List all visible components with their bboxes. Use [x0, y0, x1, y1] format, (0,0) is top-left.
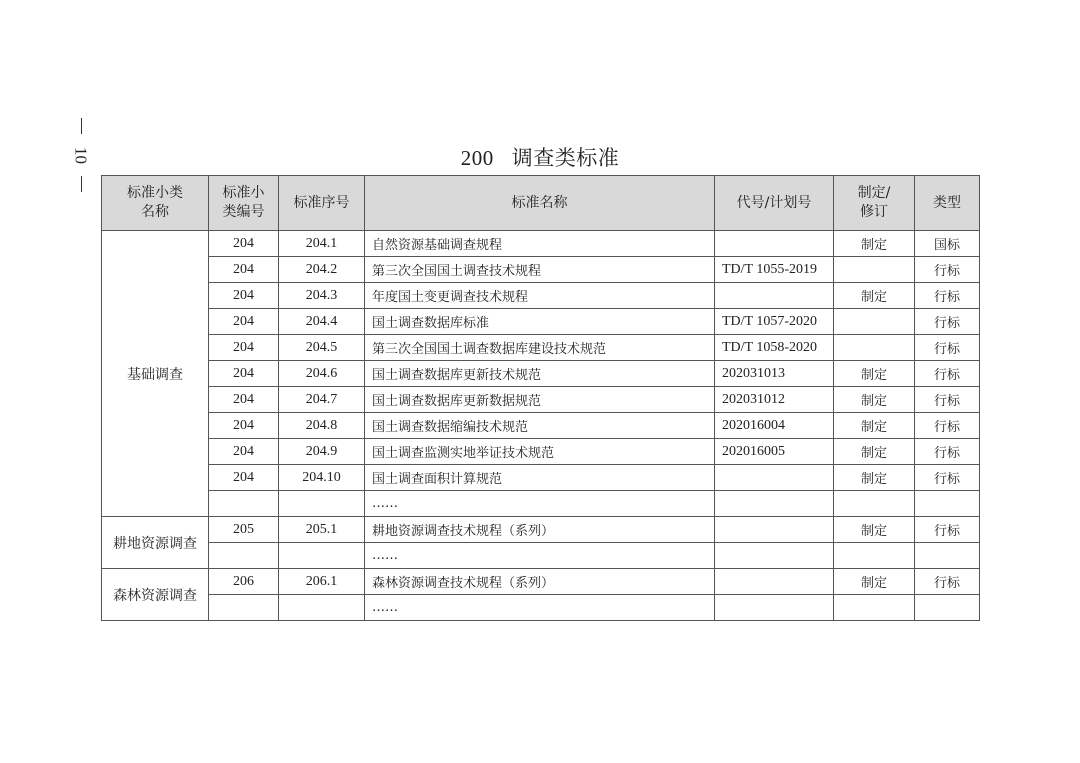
name-cell: ……: [365, 491, 715, 517]
name-cell: ……: [365, 543, 715, 569]
name-cell: 国土调查数据库标准: [365, 309, 715, 335]
code-cell: [715, 595, 834, 621]
sub-code-cell: 204: [209, 283, 279, 309]
header-subcategory: 标准小类 名称: [102, 176, 209, 231]
serial-cell: 206.1: [279, 569, 365, 595]
sub-code-cell: 204: [209, 413, 279, 439]
header-code: 代号/计划号: [715, 176, 834, 231]
type-cell: 行标: [915, 517, 980, 543]
code-cell: [715, 517, 834, 543]
table-row: [102, 361, 980, 387]
header-type: 类型: [915, 176, 980, 231]
serial-cell: 204.8: [279, 413, 365, 439]
type-cell: 行标: [915, 569, 980, 595]
code-cell: 202031012: [715, 387, 834, 413]
sub-code-cell: 204: [209, 309, 279, 335]
type-cell: 行标: [915, 257, 980, 283]
sub-code-cell: [209, 543, 279, 569]
type-cell: 行标: [915, 439, 980, 465]
serial-cell: 204.2: [279, 257, 365, 283]
type-cell: [915, 543, 980, 569]
table-row: [102, 335, 980, 361]
table-row: [102, 283, 980, 309]
type-cell: 国标: [915, 231, 980, 257]
name-cell: 第三次全国国土调查数据库建设技术规范: [365, 335, 715, 361]
action-cell: [834, 257, 915, 283]
code-cell: [715, 543, 834, 569]
action-cell: [834, 543, 915, 569]
name-cell: 国土调查数据库更新技术规范: [365, 361, 715, 387]
action-cell: 制定: [834, 413, 915, 439]
table-row: [102, 309, 980, 335]
sub-code-cell: 204: [209, 439, 279, 465]
name-cell: 国土调查面积计算规范: [365, 465, 715, 491]
table-body: [102, 231, 980, 621]
table-header-row: [102, 176, 980, 231]
page-title-text: 调查类标准: [511, 146, 620, 170]
name-cell: 第三次全国国土调查技术规程: [365, 257, 715, 283]
serial-cell: 204.9: [279, 439, 365, 465]
table-row: [102, 413, 980, 439]
code-cell: TD/T 1055-2019: [715, 257, 834, 283]
name-cell: 自然资源基础调查规程: [365, 231, 715, 257]
sub-code-cell: 206: [209, 569, 279, 595]
table-row: [102, 387, 980, 413]
name-cell: ……: [365, 595, 715, 621]
code-cell: [715, 465, 834, 491]
page-number-dash-bottom: [81, 176, 82, 192]
type-cell: [915, 595, 980, 621]
action-cell: [834, 491, 915, 517]
name-cell: 森林资源调查技术规程（系列）: [365, 569, 715, 595]
code-cell: TD/T 1058-2020: [715, 335, 834, 361]
action-cell: [834, 595, 915, 621]
serial-cell: 204.7: [279, 387, 365, 413]
action-cell: 制定: [834, 231, 915, 257]
name-cell: 年度国土变更调查技术规程: [365, 283, 715, 309]
sub-code-cell: [209, 491, 279, 517]
serial-cell: 204.3: [279, 283, 365, 309]
header-sub-code: 标准小 类编号: [209, 176, 279, 231]
table-row: [102, 257, 980, 283]
serial-cell: 204.6: [279, 361, 365, 387]
action-cell: 制定: [834, 439, 915, 465]
name-cell: 国土调查监测实地举证技术规范: [365, 439, 715, 465]
page-number-dash-top: [81, 118, 82, 134]
table-row: [102, 517, 980, 543]
serial-cell: [279, 595, 365, 621]
action-cell: 制定: [834, 283, 915, 309]
table-row: [102, 491, 980, 517]
sub-code-cell: 204: [209, 361, 279, 387]
code-cell: [715, 231, 834, 257]
type-cell: 行标: [915, 309, 980, 335]
standards-table: [101, 175, 980, 621]
table-row: [102, 231, 980, 257]
header-name: 标准名称: [365, 176, 715, 231]
serial-cell: 204.4: [279, 309, 365, 335]
type-cell: 行标: [915, 413, 980, 439]
action-cell: [834, 335, 915, 361]
code-cell: [715, 491, 834, 517]
serial-cell: 204.5: [279, 335, 365, 361]
name-cell: 耕地资源调查技术规程（系列）: [365, 517, 715, 543]
action-cell: [834, 309, 915, 335]
sub-code-cell: [209, 595, 279, 621]
header-action: 制定/ 修订: [834, 176, 915, 231]
category-cell: 耕地资源调查: [102, 517, 209, 569]
sub-code-cell: 204: [209, 387, 279, 413]
type-cell: 行标: [915, 465, 980, 491]
table-row: [102, 569, 980, 595]
table-row: [102, 595, 980, 621]
serial-cell: 205.1: [279, 517, 365, 543]
header-serial: 标准序号: [279, 176, 365, 231]
name-cell: 国土调查数据缩编技术规范: [365, 413, 715, 439]
serial-cell: [279, 491, 365, 517]
sub-code-cell: 204: [209, 335, 279, 361]
code-cell: 202016004: [715, 413, 834, 439]
code-cell: [715, 569, 834, 595]
table-row: [102, 465, 980, 491]
type-cell: [915, 491, 980, 517]
type-cell: 行标: [915, 387, 980, 413]
code-cell: 202031013: [715, 361, 834, 387]
code-cell: TD/T 1057-2020: [715, 309, 834, 335]
type-cell: 行标: [915, 283, 980, 309]
table-row: [102, 439, 980, 465]
action-cell: 制定: [834, 361, 915, 387]
action-cell: 制定: [834, 387, 915, 413]
code-cell: 202016005: [715, 439, 834, 465]
action-cell: 制定: [834, 465, 915, 491]
serial-cell: 204.1: [279, 231, 365, 257]
page-number-text: 10: [71, 146, 91, 164]
sub-code-cell: 205: [209, 517, 279, 543]
category-cell: 基础调查: [102, 231, 209, 517]
sub-code-cell: 204: [209, 257, 279, 283]
category-cell: 森林资源调查: [102, 569, 209, 621]
code-cell: [715, 283, 834, 309]
sub-code-cell: 204: [209, 231, 279, 257]
serial-cell: [279, 543, 365, 569]
name-cell: 国土调查数据库更新数据规范: [365, 387, 715, 413]
sub-code-cell: 204: [209, 465, 279, 491]
page-title-code: 200: [460, 146, 494, 170]
table-row: [102, 543, 980, 569]
page-title: [0, 142, 1080, 172]
type-cell: 行标: [915, 361, 980, 387]
action-cell: 制定: [834, 569, 915, 595]
action-cell: 制定: [834, 517, 915, 543]
type-cell: 行标: [915, 335, 980, 361]
serial-cell: 204.10: [279, 465, 365, 491]
